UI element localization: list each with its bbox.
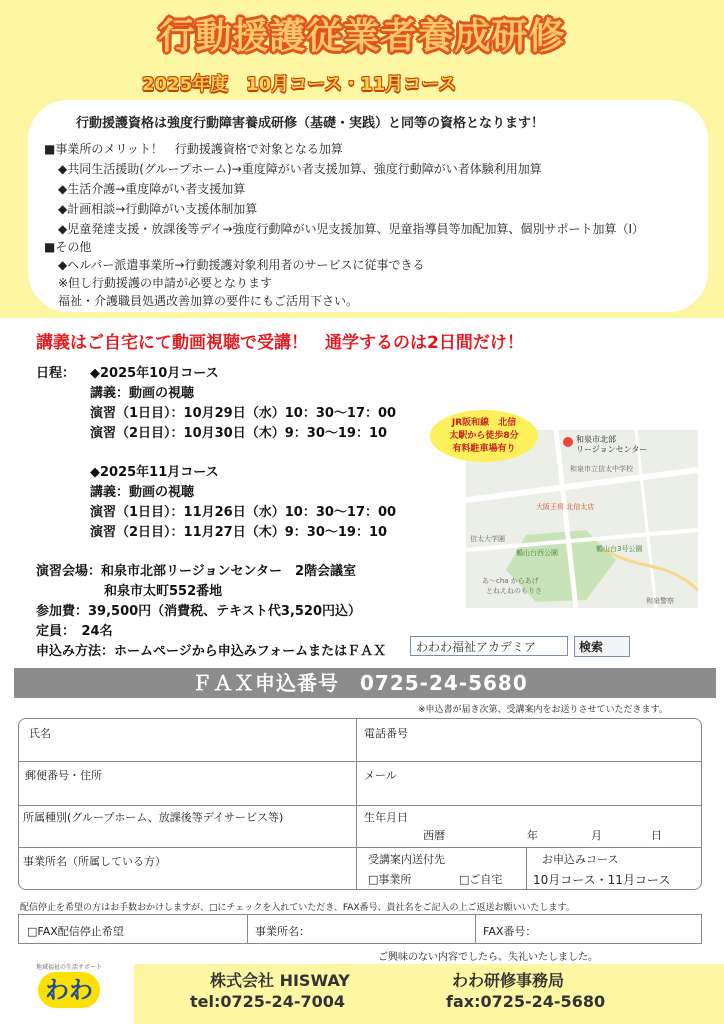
oct-line: 演習（1日目）：10月29日（水）10：30～17：00 (90, 406, 397, 421)
form-note: ※申込書が届き次第、受講案内をお送りさせていただきます。 (418, 705, 668, 715)
nov-course-title: ◆2025年11月コース (90, 465, 219, 480)
apology-text: ご興味のない内容でしたら、失礼いたしました。 (378, 952, 598, 963)
apply-method: 申込み方法：ホームページから申込みフォームまたはＦＡＸ (36, 644, 387, 659)
venue: 演習会場：和泉市北部リージョンセンター 2階会議室 (36, 564, 357, 579)
office-fax: fax:0725-24-5680 (446, 992, 606, 1011)
other-item: ◆ヘルパー派遣事業所→行動援護対象利用者のサービスに従事できる (58, 258, 425, 272)
birth-day: 日 (651, 829, 662, 842)
map-label: 和泉市北部 (576, 435, 616, 444)
map-label: 和泉警察 (646, 597, 674, 605)
map-label: とねえねのもりさ (486, 587, 542, 595)
merit-title: ■事業所のメリット！ 行動援護資格で対象となる加算 (44, 142, 343, 156)
other-item: 福祉・介護職員処遇改善加算の要件にもご活用下さい。 (58, 294, 359, 308)
map-label: 大阪王将 北信太店 (536, 503, 595, 511)
birth-year: 年 (527, 829, 538, 842)
birth-label: 生年月日 (364, 811, 408, 824)
merit-item: ◆児童発達支援・放課後等デイ→強度行動障がい児支援加算、児童指導員等加配加算、個別サポート加算（I） (58, 222, 644, 236)
company-name: 株式会社 HISWAY (210, 971, 350, 990)
nov-line: 講義：動画の視聴 (90, 485, 195, 500)
send-to-home-checkbox[interactable]: □ご自宅 (459, 873, 503, 886)
course-label: お申込みコース (542, 853, 619, 866)
map-label: 鶴山台西公園 (516, 549, 558, 557)
oct-line: 演習（2日目）：10月30日（木）9：30～19：10 (90, 426, 388, 441)
nov-line: 演習（1日目）：11月26日（水）10：30～17：00 (90, 505, 397, 520)
birth-month: 月 (591, 829, 602, 842)
search-button[interactable]: 検索 (574, 636, 630, 657)
nov-line: 演習（2日目）：11月27日（木）9：30～19：10 (90, 525, 388, 540)
merit-item: ◆計画相談→行動障がい支援体制加算 (58, 202, 258, 216)
phone-label: 電話番号 (364, 727, 408, 740)
map-label: リージョンセンター (576, 445, 648, 454)
application-form (18, 718, 702, 890)
page-subtitle: 2025年度 10月コース・11月コース (142, 74, 457, 95)
page-title: 行動援護従業者養成研修 (158, 16, 566, 57)
map-label: 信太大学園 (470, 535, 505, 543)
map-label: 鶴山台3号公園 (596, 545, 643, 553)
other-item: ※但し行動援護の申請が必要となります (58, 276, 273, 290)
access-line: JR阪和線 北信 (451, 418, 517, 428)
optout-box (18, 914, 702, 944)
other-title: ■その他 (44, 240, 92, 254)
oct-course-title: ◆2025年10月コース (90, 366, 219, 381)
optout-office-label: 事業所名： (255, 925, 310, 938)
send-to-office-checkbox[interactable]: □事業所 (368, 873, 412, 886)
venue-address: 和泉市太町552番地 (104, 584, 223, 599)
map-label: 和泉市立信太中学校 (570, 465, 633, 473)
affiliation-label: 所属種別(グループホーム、放課後等デイサービス等) (23, 811, 284, 824)
postal-label: 郵便番号・住所 (25, 769, 102, 782)
logo-tagline: 地域福祉の生活サポート (36, 964, 103, 971)
schedule-label: 日程： (36, 366, 76, 381)
search-input[interactable]: わわわ福祉アカデミア (410, 636, 568, 656)
optout-note: 配信停止を希望の方はお手数おかけしますが、□にチェックを入れていただき、FAX番号、貴社名をご記入の上ご返送お願いいたします。 (20, 903, 575, 913)
map-pin-icon (563, 437, 573, 447)
map-label: あ～cha からあげ (482, 577, 539, 585)
email-label: メール (364, 769, 397, 782)
oct-line: 講義：動画の視聴 (90, 386, 195, 401)
access-bubble (430, 410, 538, 462)
name-label: 氏名 (29, 727, 51, 740)
highlight-text: 講義はご自宅にて動画視聴で受講！ 通学するのは2日間だけ！ (36, 333, 524, 353)
send-to-label: 受講案内送付先 (368, 853, 445, 866)
birth-era: 西暦 (423, 829, 445, 842)
intro-headline: 行動援護資格は強度行動障害養成研修（基礎・実践）と同等の資格となります！ (76, 116, 545, 131)
optout-fax-label: FAX番号： (483, 925, 537, 938)
fax-number-bar: ＦＡＸ申込番号 0725-24-5680 (14, 668, 716, 698)
fee: 参加費：39,500円（消費税、テキスト代3,520円込） (36, 604, 362, 619)
course-value: 10月コース・11月コース (533, 873, 671, 887)
office-label: 事業所名（所属している方） (23, 855, 166, 868)
capacity: 定員： 24名 (36, 624, 113, 639)
optout-checkbox[interactable]: □FAX配信停止希望 (27, 925, 124, 938)
access-line: 太駅から徒歩8分 (449, 431, 519, 441)
company-tel: tel:0725-24-7004 (190, 992, 345, 1011)
office-name: わわ研修事務局 (452, 971, 565, 990)
merit-item: ◆共同生活援助(グループホーム)→重度障がい者支援加算、強度行動障がい者体験利用加算 (58, 162, 542, 176)
access-line: 有料駐車場有り (452, 444, 516, 454)
company-logo: わわ (38, 972, 100, 1008)
merit-item: ◆生活介護→重度障がい者支援加算 (58, 182, 246, 196)
